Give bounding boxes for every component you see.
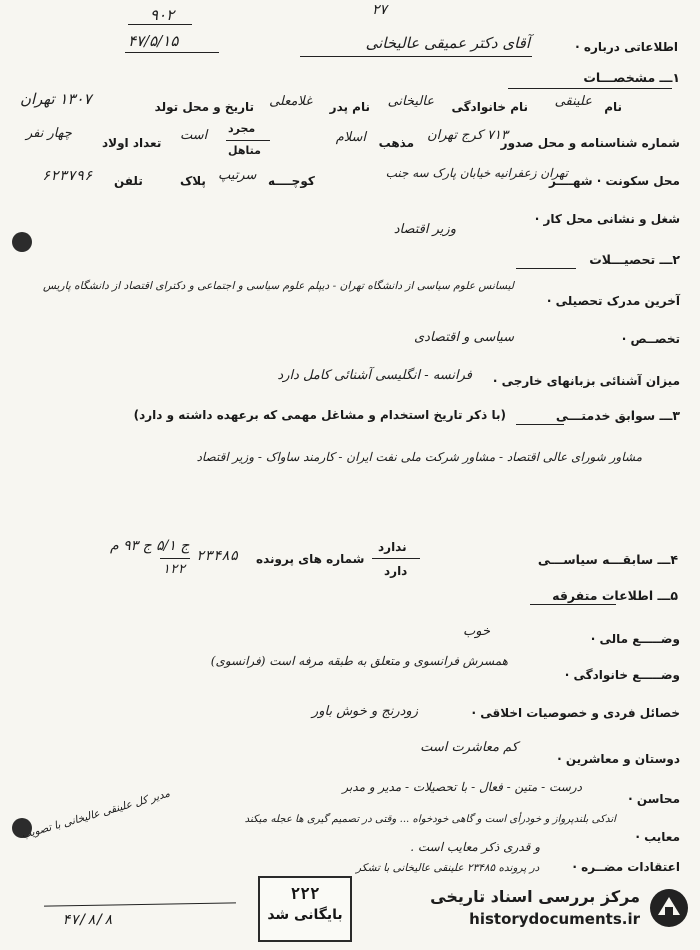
faults-label: معایب ·: [635, 830, 680, 844]
alley-label: کوچــــه: [268, 174, 315, 188]
children-value: چهار نفر: [26, 126, 72, 141]
file-value: ۲۳۴۸۵: [196, 548, 239, 564]
section3-title: ۳ـــ سوابق خدمتـــی: [555, 408, 680, 423]
phone-label: تلفن: [114, 174, 143, 188]
subject-label: اطلاعاتی درباره ·: [575, 40, 678, 54]
doc-date: ۴۷/۵/۱۵: [128, 32, 179, 50]
watermark-url: historydocuments.ir: [469, 910, 640, 928]
bottom-date: ۴۷/۸/۸: [62, 912, 113, 928]
birth-value: ۱۳۰۷ تهران: [20, 90, 92, 108]
section4-title: ۴ـــ سابقـــه سیاســـی: [537, 552, 678, 567]
specialty-value: سیاسی و اقتصادی: [414, 330, 514, 345]
archive-stamp: [258, 876, 352, 942]
section3-value: مشاور شورای عالی اقتصاد - مشاور شرکت ملی نفت ایران - کارمند ساواک - وزیر اقتصاد: [196, 450, 642, 464]
father-value: غلامعلی: [269, 94, 312, 109]
job-value: وزیر اقتصاد: [393, 222, 456, 237]
family-label: نام خانوادگی: [451, 100, 528, 114]
name-label: نام: [604, 100, 622, 114]
birth-label: تاریخ و محل تولد: [154, 100, 254, 114]
job-label: شغل و نشانی محل کار ·: [534, 212, 680, 226]
file-label: شماره های پرونده: [256, 552, 365, 566]
corner-mark: ۲۷: [372, 2, 388, 18]
section1-title: ۱ـــ مشخصـــات: [583, 70, 680, 85]
finance-value: خوب: [463, 624, 490, 639]
finance-label: وضـــــع مالی ·: [590, 632, 680, 646]
family-status-value: همسرش فرانسوی و متعلق به طبقه مرفه است (فرانسوی): [210, 654, 508, 668]
margin-note: مدیر کل علینقی عالیخانی با تصویب: [20, 787, 172, 842]
id-label: شماره شناسنامه و محل صدور: [500, 136, 680, 150]
margin-note2: در پرونده ۲۳۴۸۵ علینقی عالیخانی با تشکر: [356, 862, 540, 874]
beliefs-label: اعتقادات مضــره ·: [572, 860, 680, 874]
friends-label: دوستان و معاشرین ·: [557, 752, 680, 766]
options-top: ندارد: [378, 540, 407, 554]
religion-value: اسلام: [335, 130, 366, 145]
degree-label: آخرین مدرک تحصیلی ·: [546, 294, 680, 308]
watermark: [430, 887, 640, 928]
father-label: نام پدر: [329, 100, 370, 114]
punch-hole-top: [12, 232, 32, 252]
id-value: ۷۱۳ کرج تهران: [427, 128, 508, 143]
religion-label: مذهب: [378, 136, 414, 150]
section5-title: ۵ـــ اطلاعات متفرقه: [552, 588, 678, 603]
character-value: زودرنج و خوش باور: [311, 704, 418, 719]
stamp-number: ۲۲۲: [290, 884, 320, 903]
merits-value: درست - متین - فعال - با تحصیلات - مدیر و مدبر: [342, 780, 582, 794]
children-label: تعداد اولاد: [102, 136, 162, 150]
file-ref: ج ۵/۱ ج ۹۳ م: [110, 538, 190, 554]
stamp-label: بایگانی شد: [267, 907, 343, 923]
specialty-label: تخصــص ·: [621, 332, 680, 346]
residence-value: تهران زعفرانیه خیابان پارک سه جنب: [385, 166, 568, 180]
friends-value: کم معاشرت است: [420, 740, 518, 755]
marital-bottom: متاهل: [228, 144, 261, 157]
faults-value2: و قدری ذکر معایب است .: [410, 840, 540, 854]
degree-value: لیسانس علوم سیاسی از دانشگاه تهران - دیپلم علوم سیاسی و اجتماعی و دکترای اقتصاد از دانشگاه پاریس: [43, 280, 514, 292]
languages-value: فرانسه - انگلیسی آشنائی کامل دارد: [277, 368, 472, 383]
marital-value: است: [180, 128, 208, 143]
archive-logo-icon: [648, 887, 690, 929]
alley-value: سرتیپ: [218, 168, 257, 183]
doc-number: ۹۰۲: [150, 6, 175, 24]
residence-label: محل سکونت · شهــــر: [549, 174, 680, 188]
languages-label: میزان آشنائی بزبانهای خارجی ·: [492, 374, 680, 388]
family-status-label: وضـــــع خانوادگی ·: [564, 668, 680, 682]
file-ref2: ۱۲۲: [162, 562, 186, 577]
plaque-label: پلاک: [180, 174, 206, 188]
character-label: خصائل فردی و خصوصیات اخلاقی ·: [471, 706, 680, 720]
section2-title: ۲ـــ تحصیـــلات: [589, 252, 680, 267]
merits-label: محاسن ·: [628, 792, 680, 806]
phone-value: ۶۲۳۷۹۶: [42, 168, 93, 184]
watermark-name: مرکز بررسی اسناد تاریخی: [430, 887, 640, 906]
subject-name: آقای دکتر عمیقی عالیخانی: [365, 34, 530, 52]
faults-value: اندکی بلندپرواز و خودرأی است و گاهی خودخواه ... وقتی در تصمیم گیری ها عجله میکند: [244, 814, 616, 825]
section3-title-note: (با ذکر تاریخ استخدام و مشاغل مهمی که برعهده داشته و دارد): [133, 408, 506, 422]
family-value: عالیخانی: [387, 94, 434, 109]
name-value: علینقی: [554, 94, 592, 109]
options-bottom: دارد: [384, 564, 408, 578]
marital-top: مجرد: [228, 122, 256, 135]
